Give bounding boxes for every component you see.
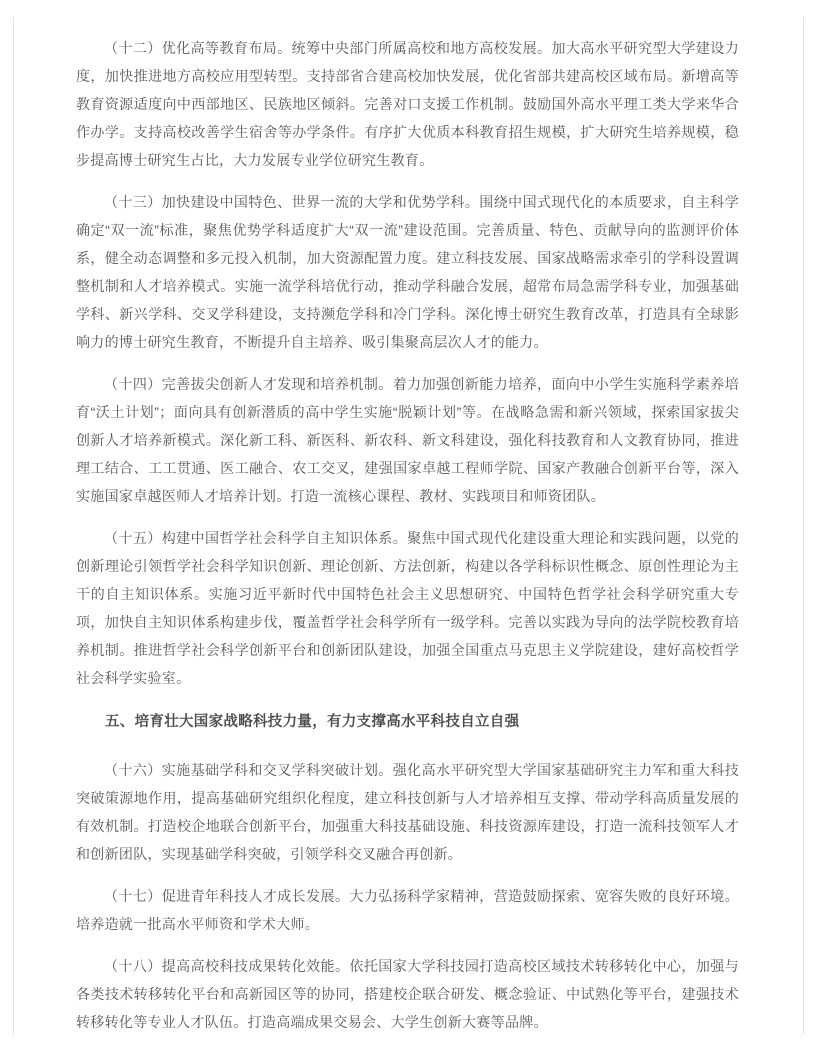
document-paragraph: （十五）构建中国哲学社会科学自主知识体系。聚焦中国式现代化建设重大理论和实践问题，以党的创新理论引领哲学社会科学知识创新、理论创新、方法创新，构建以各学科标识性概念、原创性理论为主干的自主知识体系。实施习近平新时代中国特色社会主义思想研究、中国特色哲学社会科学研究重大专项，加快自主知识体系构建步伐，覆盖哲学社会科学所有一级学科。完善以实践为导向的法学院校教育培养机制。推进哲学社会科学创新平台和创新团队建设，加强全国重点马克思主义学院建设，建好高校哲学社会科学实验室。	[76, 530, 739, 686]
document-paragraph: （十六）实施基础学科和交叉学科突破计划。强化高水平研究型大学国家基础研究主力军和重大科技突破策源地作用，提高基础研究组织化程度，建立科技创新与人才培养相互支撑、带动学科高质量发展的有效机制。打造校企地联合创新平台，加强重大科技基础设施、科技资源库建设，打造一流科技领军人才和创新团队，实现基础学科突破，引领学科交叉融合再创新。	[76, 762, 739, 862]
document-paragraph: （十三）加快建设中国特色、世界一流的大学和优势学科。围绕中国式现代化的本质要求，自主科学确定“双一流”标准，聚焦优势学科适度扩大“双一流”建设范围。完善质量、特色、贡献导向的监测评价体系，健全动态调整和多元投入机制，加大资源配置力度。建立科技发展、国家战略需求牵引的学科设置调整机制和人才培养模式。实施一流学科培优行动，推动学科融合发展，超常布局急需学科专业，加强基础学科、新兴学科、交叉学科建设，支持濒危学科和冷门学科。深化博士研究生教育改革，打造具有全球影响力的博士研究生教育，不断提升自主培养、吸引集聚高层次人才的能力。	[76, 194, 739, 350]
document-paragraph: （十四）完善拔尖创新人才发现和培养机制。着力加强创新能力培养，面向中小学生实施科学素养培育“沃土计划”；面向具有创新潜质的高中学生实施“脱颖计划”等。在战略急需和新兴领域，探索国家拔尖创新人才培养新模式。深化新工科、新医科、新农科、新文科建设，强化科技教育和人文教育协同，推进理工结合、工工贯通、医工融合、农工交叉，建强国家卓越工程师学院、国家产教融合创新平台等，深入实施国家卓越医师人才培养计划。打造一流核心课程、教材、实践项目和师资团队。	[76, 376, 739, 504]
document-paragraph: （十七）促进青年科技人才成长发展。大力弘扬科学家精神，营造鼓励探索、宽容失败的良好环境。培养造就一批高水平师资和学术大师。	[76, 888, 739, 932]
document-page	[13, 17, 804, 1034]
document-paragraph: （十二）优化高等教育布局。统筹中央部门所属高校和地方高校发展。加大高水平研究型大学建设力度，加快推进地方高校应用型转型。支持部省合建高校加快发展，优化省部共建高校区域布局。新增高等教育资源适度向中西部地区、民族地区倾斜。完善对口支援工作机制。鼓励国外高水平理工类大学来华合作办学。支持高校改善学生宿舍等办学条件。有序扩大优质本科教育招生规模，扩大研究生培养规模，稳步提高博士研究生占比，大力发展专业学位研究生教育。	[76, 40, 739, 168]
document-paragraph: （十八）提高高校科技成果转化效能。依托国家大学科技园打造高校区域技术转移转化中心，加强与各类技术转移转化平台和高新园区等的协同，搭建校企联合研发、概念验证、中试熟化等平台，建强技术转移转化等专业人才队伍。打造高端成果交易会、大学生创新大赛等品牌。	[76, 958, 739, 1030]
section-heading: 五、培育壮大国家战略科技力量，有力支撑高水平科技自立自强	[105, 714, 520, 730]
